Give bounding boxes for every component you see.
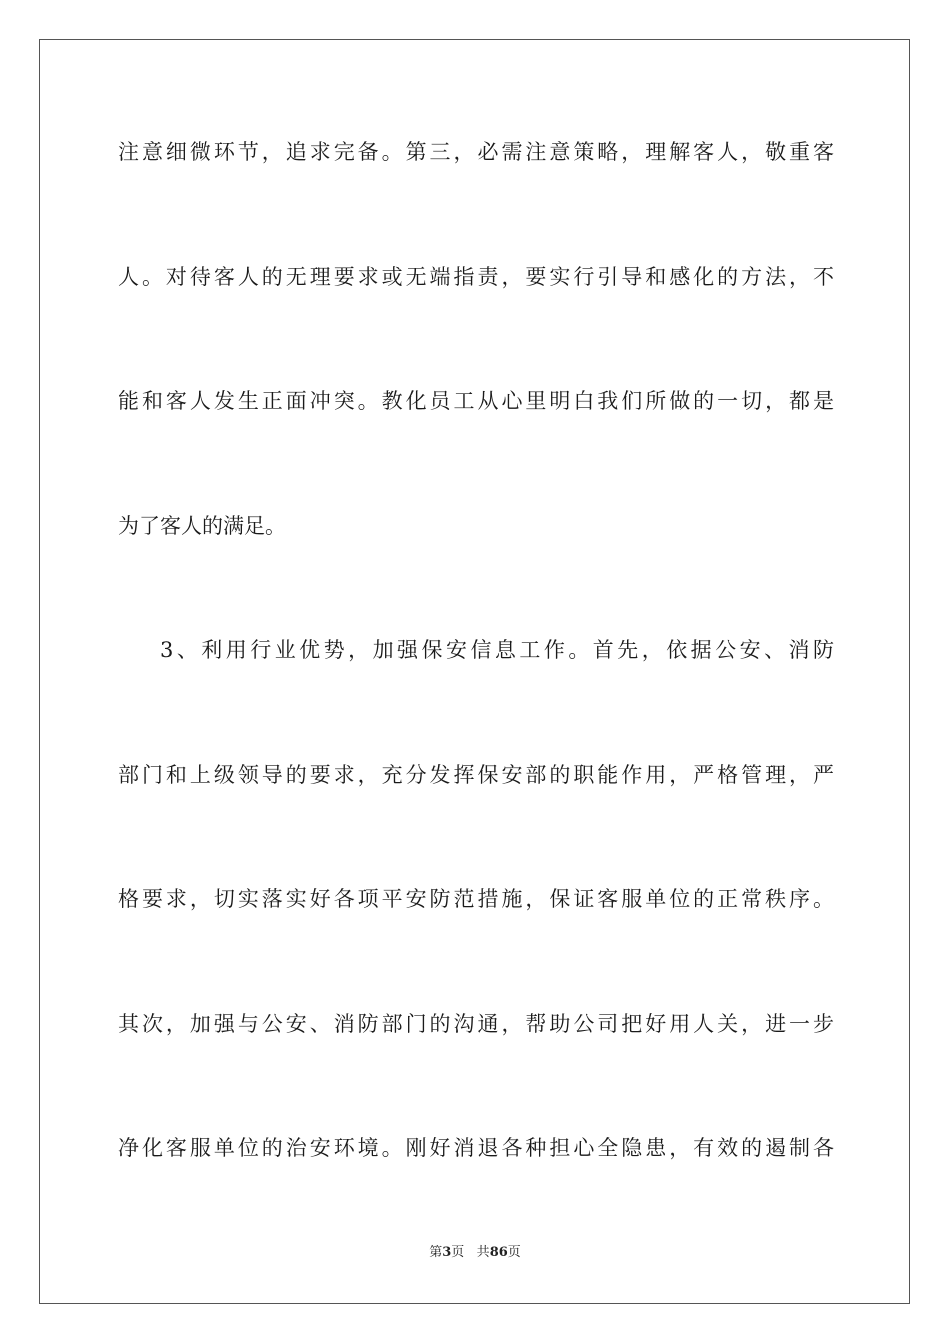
body-line-9: 净化客服单位的治安环境。刚好消退各种担心全隐患，有效的遏制各	[118, 1136, 834, 1160]
body-line-8: 其次，加强与公安、消防部门的沟通，帮助公司把好用人关，进一步	[118, 1012, 834, 1036]
body-line-7: 格要求，切实落实好各项平安防范措施，保证客服单位的正常秩序。	[118, 887, 834, 911]
footer-page-number: 3	[442, 1245, 452, 1260]
footer-total-prefix: 共	[476, 1245, 490, 1260]
footer-total-suffix: 页	[507, 1245, 521, 1260]
footer-page-suffix: 页	[451, 1245, 465, 1260]
footer-page-prefix: 第	[429, 1245, 443, 1260]
body-line-5: 3、利用行业优势，加强保安信息工作。首先，依据公安、消防	[160, 638, 834, 662]
footer-total-pages: 86	[489, 1245, 508, 1260]
body-line-1: 注意细微环节，追求完备。第三，必需注意策略，理解客人，敬重客	[118, 140, 834, 164]
page-border	[39, 39, 910, 1304]
page-footer	[0, 1244, 950, 1262]
body-line-2: 人。对待客人的无理要求或无端指责，要实行引导和感化的方法，不	[118, 265, 834, 289]
body-line-4: 为了客人的满足。	[118, 514, 286, 538]
body-line-6: 部门和上级领导的要求，充分发挥保安部的职能作用，严格管理，严	[118, 763, 834, 787]
body-line-3: 能和客人发生正面冲突。教化员工从心里明白我们所做的一切，都是	[118, 389, 834, 413]
